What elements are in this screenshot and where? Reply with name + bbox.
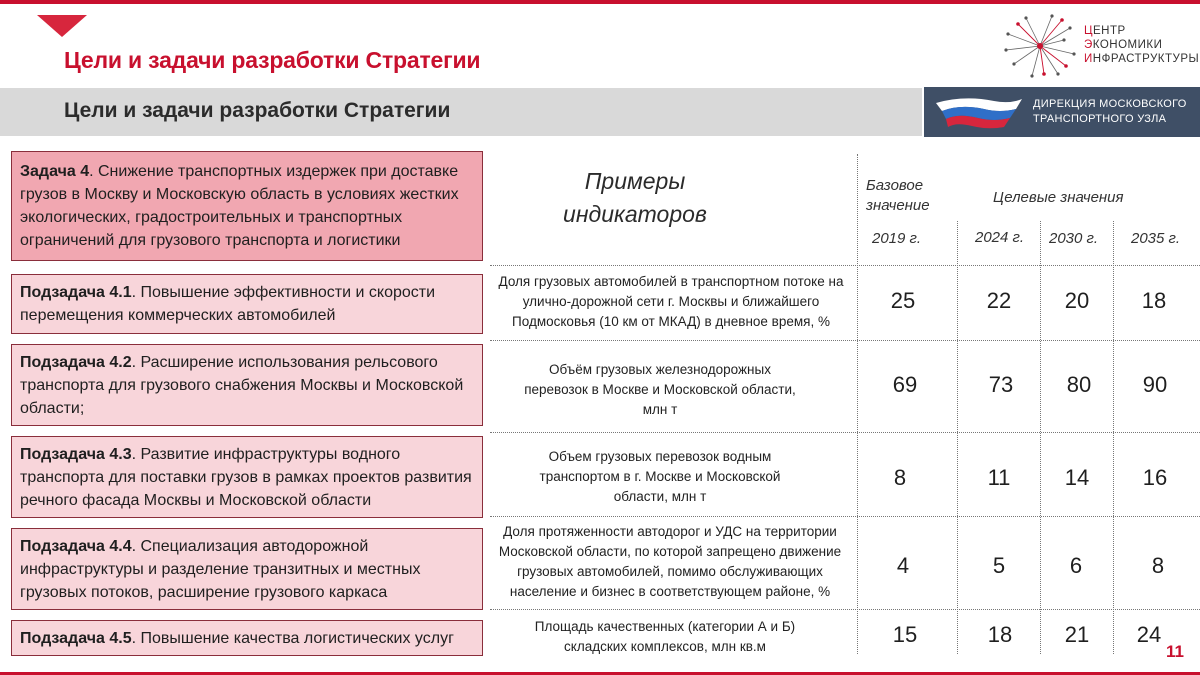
examples-header: Примеры индикаторов	[563, 168, 707, 227]
subtask-4-5-description: . Повышение качества логистических услуг	[131, 629, 454, 647]
dmtu-line-2: ТРАНСПОРТНОГО УЗЛА	[1033, 113, 1167, 125]
indicator-5-value-2035: 24	[1136, 622, 1162, 647]
grid-vline-2	[957, 221, 958, 654]
indicator-2-value-2024: 73	[988, 372, 1014, 397]
subtask-4-1-text	[20, 281, 476, 327]
indicator-4-text: Доля протяженности автодорог и УДС на территории Московской области, по которой запрещено движение грузовых автомобилей, помимо обслуживающих население и бизнес в соответствующем районе, %	[498, 524, 842, 599]
indicator-4-value-2019: 4	[896, 553, 910, 578]
section-subtitle: Цели и задачи разработки Стратегии	[64, 99, 451, 122]
indicator-4-value-2030: 6	[1069, 553, 1083, 578]
indicator-2-value-2019: 69	[892, 372, 918, 397]
target-values-header: Целевые значения	[993, 189, 1124, 206]
subtask-4-4-text	[20, 535, 476, 604]
year-2035-header: 2035 г.	[1131, 230, 1181, 247]
grid-vline-3	[1040, 221, 1041, 654]
subtask-4-5-label: Подзадача 4.5	[20, 629, 132, 647]
subtask-4-3-text	[20, 443, 476, 512]
subtask-4-1-description: . Повышение эффективности и скорости перемещения коммерческих автомобилей	[20, 284, 436, 324]
subtask-4-2-description: . Расширение использования рельсового транспорта для грузового снабжения Москвы и Московской области;	[20, 353, 464, 417]
subtask-4-5-text	[20, 627, 454, 650]
indicator-3-value-2035: 16	[1142, 465, 1168, 490]
cei-logo	[1004, 14, 1200, 78]
grid-vline-4	[1113, 221, 1114, 654]
indicator-2-value-2030: 80	[1066, 372, 1092, 397]
indicator-5-value-2024: 18	[987, 622, 1013, 647]
indicator-5-text: Площадь качественных (категории А и Б) складских комплексов, млн кв.м	[534, 619, 796, 654]
year-2019-header: 2019 г.	[872, 230, 922, 247]
title-marker-triangle	[37, 15, 87, 37]
task-4-box	[11, 151, 483, 261]
year-2030-header: 2030 г.	[1049, 230, 1099, 247]
subtask-4-3-box	[11, 436, 483, 518]
grid-hline-1	[490, 265, 1200, 266]
year-2024-header: 2024 г.	[975, 229, 1025, 246]
grid-vline-1	[857, 154, 858, 654]
indicator-2-value-2035: 90	[1142, 372, 1168, 397]
indicator-5-value-2030: 21	[1064, 622, 1090, 647]
grid-hline-5	[490, 609, 1200, 610]
subtask-4-2-box	[11, 344, 483, 426]
task-4-text	[20, 160, 476, 252]
subtask-4-4-label: Подзадача 4.4	[20, 537, 132, 555]
indicator-3-value-2019: 8	[893, 465, 907, 490]
indicator-1-value-2030: 20	[1064, 288, 1090, 313]
grid-hline-3	[490, 432, 1200, 433]
dmtu-banner-text	[1033, 97, 1187, 127]
indicator-1-value-2024: 22	[986, 288, 1012, 313]
cei-logo-line-3: ИНФРАСТРУКТУРЫ	[1084, 53, 1200, 65]
cei-logo-line-1: ЦЕНТР	[1084, 25, 1126, 37]
subtask-4-2-text	[20, 351, 476, 420]
top-accent-bar	[0, 0, 1200, 4]
subtask-4-3-label: Подзадача 4.3	[20, 445, 132, 463]
indicator-3-text: Объем грузовых перевозок водным транспортом в г. Москве и Московской области, млн т	[539, 449, 781, 504]
indicator-5-value-2019: 15	[892, 622, 918, 647]
indicator-1-value-2035: 18	[1141, 288, 1167, 313]
starburst-logo-icon	[1004, 14, 1076, 78]
subtask-4-3-description: . Развитие инфраструктуры водного транспорта для поставки грузов в рамках проектов развития речного фасада Москвы и Московской области	[20, 445, 472, 509]
indicator-3-value-2024: 11	[987, 465, 1011, 490]
dmtu-banner	[924, 87, 1200, 137]
indicator-1-value-2019: 25	[890, 288, 916, 313]
subtask-4-5-box	[11, 620, 483, 656]
grid-hline-2	[490, 340, 1200, 341]
subtask-4-4-box	[11, 528, 483, 610]
indicator-1-text: Доля грузовых автомобилей в транспортном потоке на улично-дорожной сети г. Москвы и ближайшего Подмосковья (10 км от МКАД) в дневное время, %	[498, 274, 844, 329]
cei-logo-text	[1084, 24, 1199, 66]
indicator-4-value-2024: 5	[992, 553, 1006, 578]
page-title: Цели и задачи разработки Стратегии	[64, 47, 481, 73]
cei-logo-line-2: ЭКОНОМИКИ	[1084, 39, 1163, 51]
task-4-label: Задача 4	[20, 163, 90, 180]
task-4-description: . Снижение транспортных издержек при доставке грузов в Москву и Московскую область в условиях жестких экологических, градостроительных и транспортных ограничений для грузового транспорта и логистики	[20, 163, 459, 249]
indicator-2-text: Объём грузовых железнодорожных перевозок в Москве и Московской области, млн т	[524, 362, 796, 417]
flag-ribbon-logo-icon	[934, 95, 1026, 129]
indicator-4-value-2035: 8	[1151, 553, 1165, 578]
subtask-4-2-label: Подзадача 4.2	[20, 353, 132, 371]
indicator-3-value-2030: 14	[1064, 465, 1090, 490]
page-number: 11	[1166, 642, 1184, 661]
subtask-4-4-description: . Специализация автодорожной инфраструктуры и разделение транзитных и местных грузовых потоков, расширение грузового каркаса	[20, 537, 421, 601]
base-value-header: Базовое значение	[866, 177, 930, 214]
subtask-4-1-label: Подзадача 4.1	[20, 284, 132, 301]
subtask-4-1-box	[11, 274, 483, 334]
grid-hline-4	[490, 516, 1200, 517]
dmtu-line-1: ДИРЕКЦИЯ МОСКОВСКОГО	[1033, 98, 1187, 110]
